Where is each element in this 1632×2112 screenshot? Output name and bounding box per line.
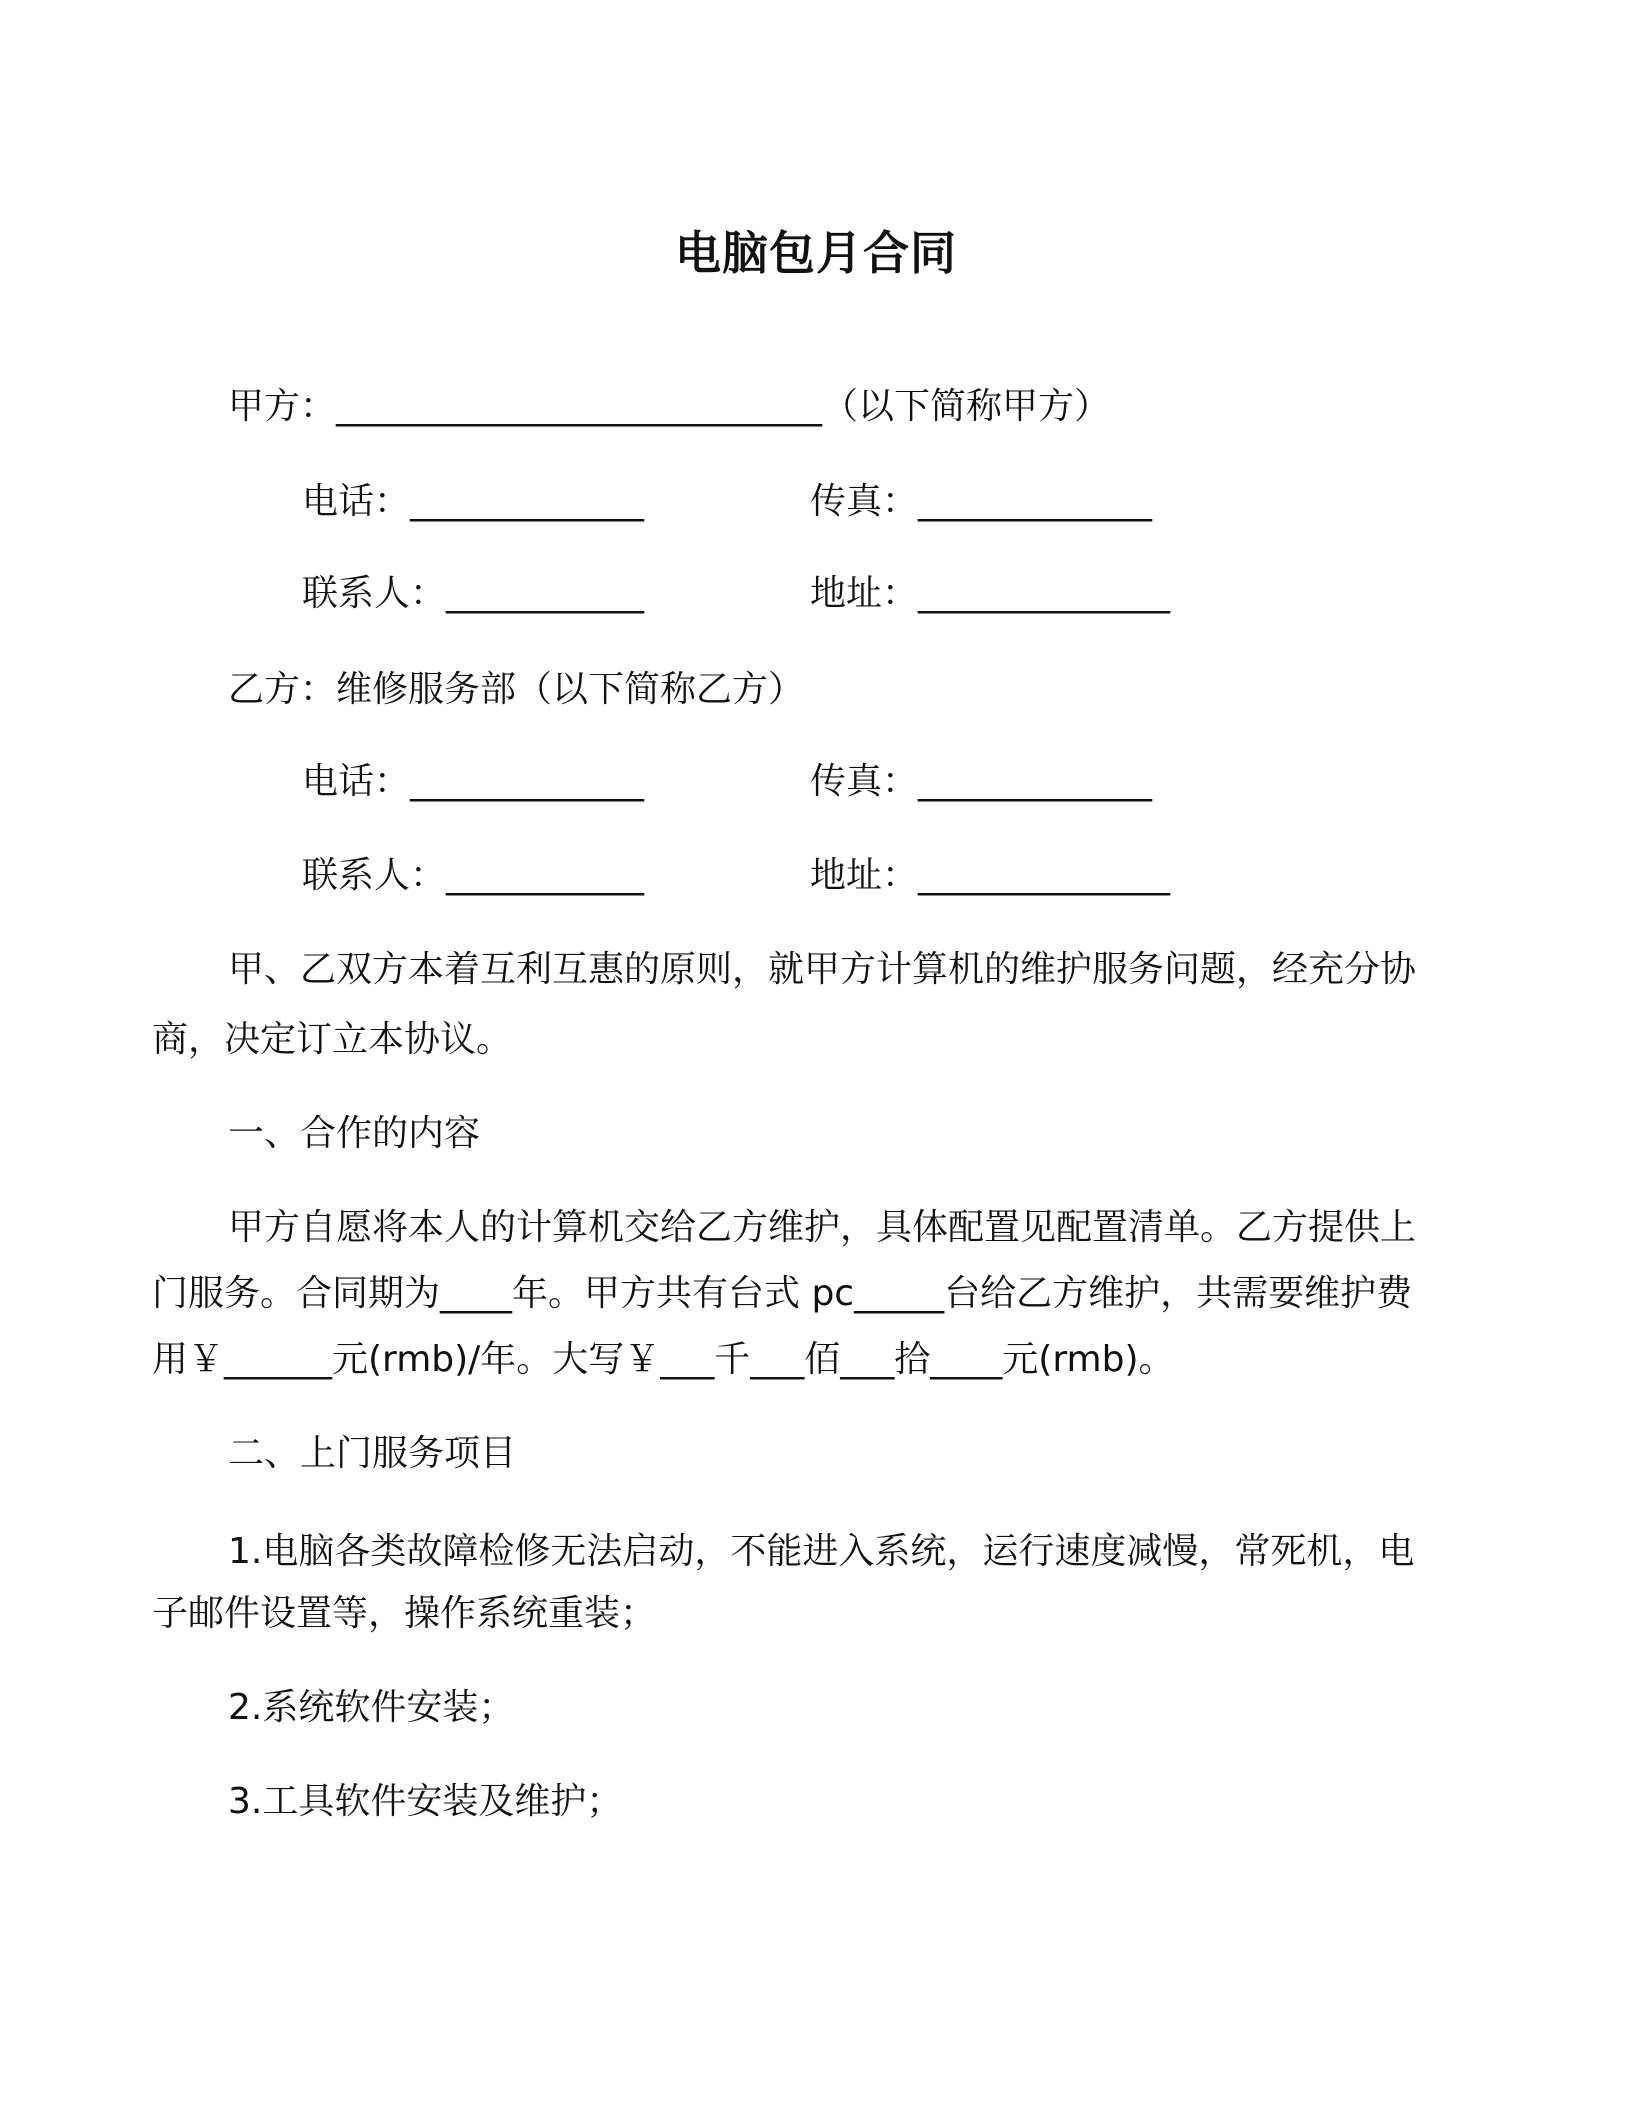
service-item-1-line: 子邮件设置等，操作系统重装； xyxy=(152,1593,657,1634)
party-b-address: 地址：______________ xyxy=(810,855,1171,896)
party-a-contact: 联系人：___________ xyxy=(302,573,645,614)
party-b-line: 乙方：维修服务部（以下简称乙方） xyxy=(228,669,805,710)
party-b-contact: 联系人：___________ xyxy=(302,855,645,896)
section-heading-onsite-service: 二、上门服务项目 xyxy=(228,1433,517,1474)
party-a-line: 甲方：___________________________（以下简称甲方） xyxy=(228,386,1111,427)
party-a-fax: 传真：_____________ xyxy=(810,481,1153,522)
intro-paragraph-line: 甲、乙双方本着互利互惠的原则，就甲方计算机的维护服务问题，经充分协 xyxy=(228,949,1417,990)
section1-paragraph-line: 甲方自愿将本人的计算机交给乙方维护，具体配置见配置清单。乙方提供上 xyxy=(228,1207,1417,1248)
party-b-fax: 传真：_____________ xyxy=(810,761,1153,802)
service-item-1-line: 1.电脑各类故障检修无法启动，不能进入系统，运行速度减慢，常死机，电 xyxy=(228,1531,1415,1572)
party-b-phone: 电话：_____________ xyxy=(302,761,645,802)
party-a-address: 地址：______________ xyxy=(810,573,1171,614)
section1-paragraph-line: 用￥______元(rmb)/年。大写￥___千___佰___拾____元(rmb)。 xyxy=(152,1339,1175,1380)
section1-paragraph-line: 门服务。合同期为____年。甲方共有台式 pc_____台给乙方维护，共需要维护费 xyxy=(152,1273,1413,1314)
intro-paragraph-line: 商，决定订立本协议。 xyxy=(152,1019,513,1060)
page-title: 电脑包月合同 xyxy=(675,226,957,280)
party-a-phone: 电话：_____________ xyxy=(302,481,645,522)
section-heading-cooperation: 一、合作的内容 xyxy=(228,1113,481,1154)
service-item-2: 2.系统软件安装； xyxy=(228,1687,515,1728)
service-item-3: 3.工具软件安装及维护； xyxy=(228,1781,623,1822)
